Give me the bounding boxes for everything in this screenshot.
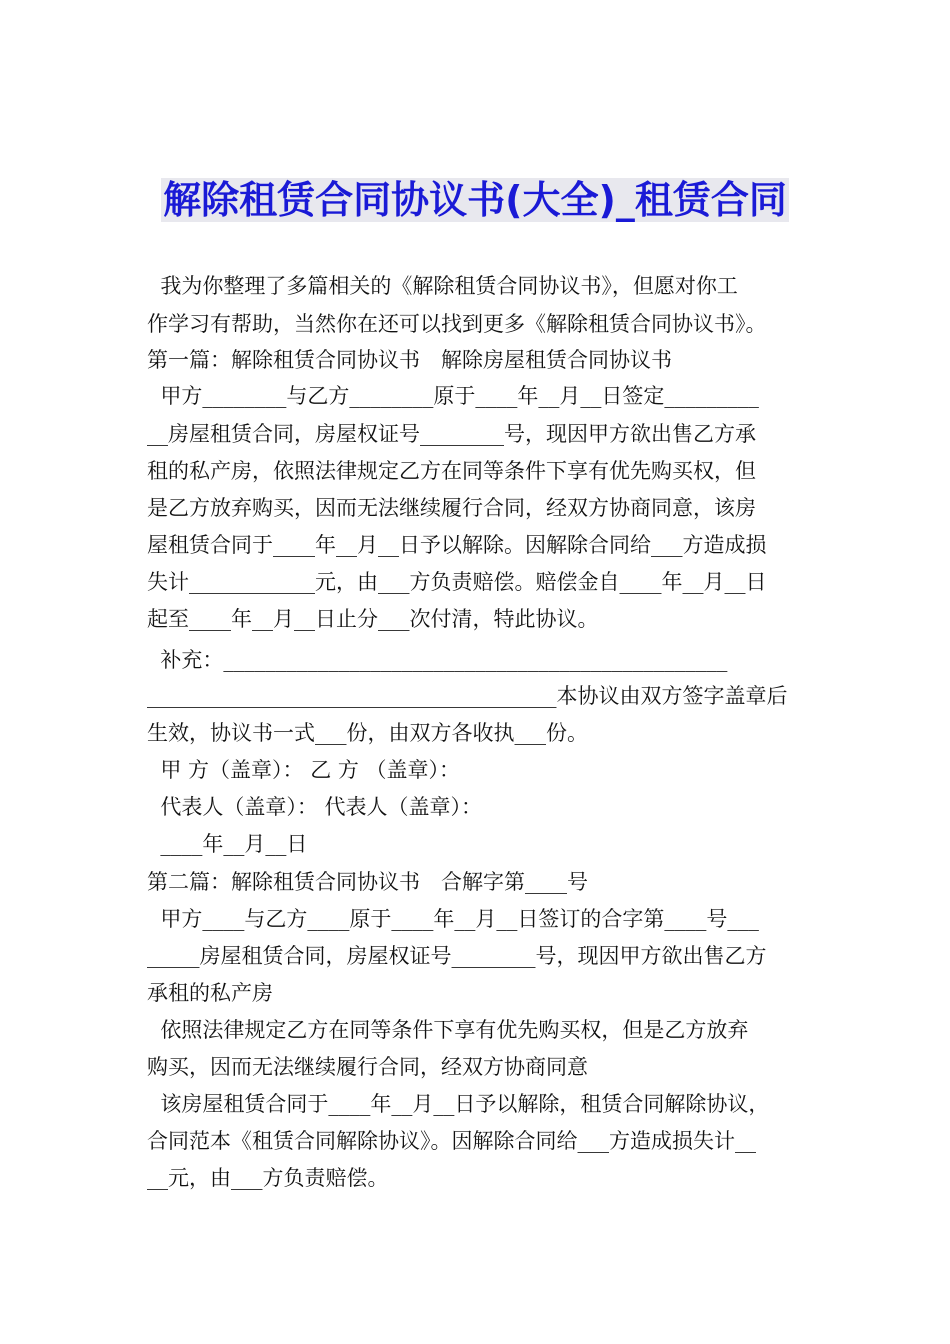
body-line: 该房屋租赁合同于____年__月__日予以解除，租赁合同解除协议， (147, 1092, 770, 1116)
body-line: 合同范本《租赁合同解除协议》。因解除合同给___方造成损失计__ (147, 1129, 756, 1153)
body-line: 承租的私产房 (147, 981, 273, 1005)
body-line: 甲方________与乙方________原于____年__月__日签定_________ (147, 384, 759, 408)
body-line: 购买，因而无法继续履行合同，经双方协商同意 (147, 1055, 588, 1079)
body-line: __元，由___方负责赔偿。 (147, 1166, 389, 1190)
body-line: 甲方____与乙方____原于____年__月__日签订的合字第____号___ (147, 907, 759, 931)
signature-line: 代表人（盖章）： 代表人（盖章）： (147, 795, 483, 819)
body-line: 作学习有帮助，当然你在还可以找到更多《解除租赁合同协议书》。 (147, 312, 767, 336)
date-line: ____年__月__日 (147, 832, 308, 856)
section-heading: 第二篇：解除租赁合同协议书 合解字第____号 (147, 870, 588, 894)
body-line: 我为你整理了多篇相关的《解除租赁合同协议书》，但愿对你工 (147, 274, 738, 298)
body-line: _____房屋租赁合同，房屋权证号________号，现因甲方欲出售乙方 (147, 944, 767, 968)
body-line: _______________________________________本协议由双方签字盖章后 (147, 684, 788, 708)
body-line: 补充：________________________________________________ (147, 648, 728, 672)
body-line: 生效，协议书一式___份，由双方各收执___份。 (147, 721, 588, 745)
body-line: __房屋租赁合同，房屋权证号________号，现因甲方欲出售乙方承 (147, 422, 756, 446)
body-line: 起至____年__月__日止分___次付清，特此协议。 (147, 607, 599, 631)
document-title: 解除租赁合同协议书(大全)_租赁合同 (163, 178, 787, 222)
signature-line: 甲 方（盖章）： 乙 方 （盖章）： (147, 758, 461, 782)
body-line: 依照法律规定乙方在同等条件下享有优先购买权，但是乙方放弃 (147, 1018, 749, 1042)
section-heading: 第一篇：解除租赁合同协议书 解除房屋租赁合同协议书 (147, 348, 672, 372)
body-line: 屋租赁合同于____年__月__日予以解除。因解除合同给___方造成损 (147, 533, 767, 557)
body-line: 是乙方放弃购买，因而无法继续履行合同，经双方协商同意，该房 (147, 496, 756, 520)
body-line: 失计____________元，由___方负责赔偿。赔偿金自____年__月__日 (147, 570, 767, 594)
body-line: 租的私产房，依照法律规定乙方在同等条件下享有优先购买权，但 (147, 459, 756, 483)
